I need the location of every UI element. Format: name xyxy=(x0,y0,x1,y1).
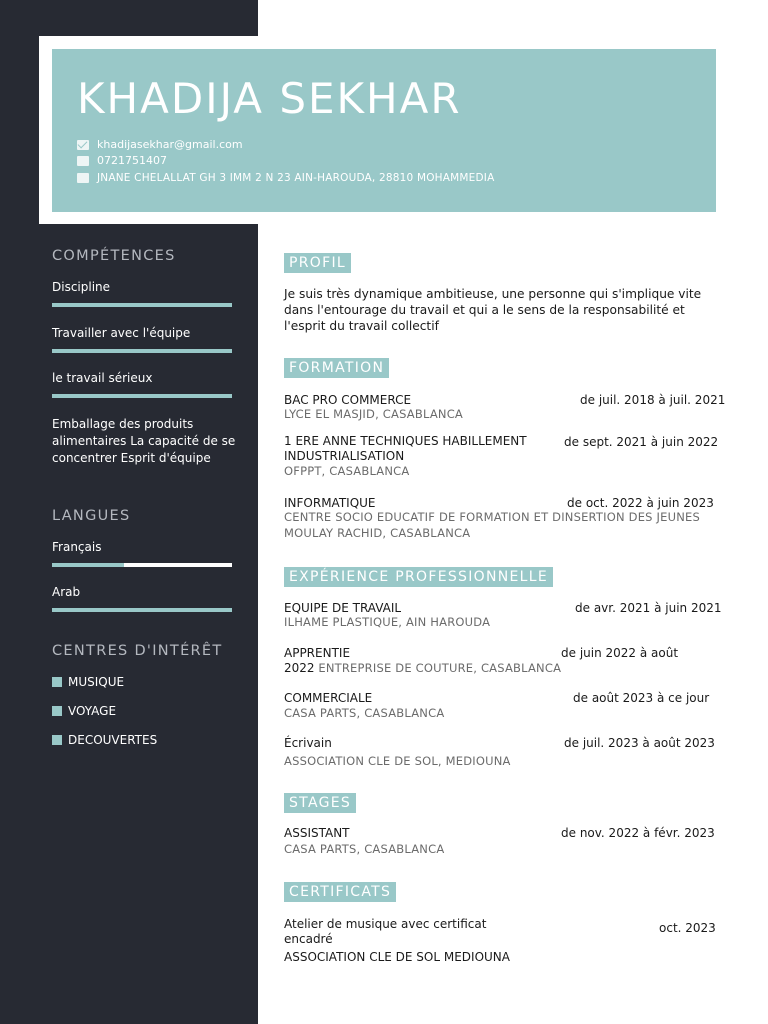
skill-item: le travail sérieux xyxy=(52,371,153,385)
experience-role: APPRENTIE xyxy=(284,646,351,660)
experience-title: EXPÉRIENCE PROFESSIONNELLE xyxy=(284,567,553,587)
internship-date: de nov. 2022 à févr. 2023 xyxy=(561,826,715,840)
experience-role: COMMERCIALE xyxy=(284,691,373,705)
internship-role: ASSISTANT xyxy=(284,826,350,840)
certificates-title: CERTIFICATS xyxy=(284,882,396,902)
language-item: Arab xyxy=(52,585,81,599)
education-title: FORMATION xyxy=(284,358,389,378)
contact-phone xyxy=(77,154,167,167)
interest-item xyxy=(52,704,116,718)
email-icon xyxy=(77,140,89,150)
education-degree: INFORMATIQUE xyxy=(284,496,376,510)
interests-title: CENTRES D'INTÉRÊT xyxy=(52,643,223,659)
experience-date: de avr. 2021 à juin 2021 xyxy=(575,601,722,615)
experience-date-tail: 2022 xyxy=(284,661,315,675)
internships-title: STAGES xyxy=(284,793,356,813)
experience-date: de juil. 2023 à août 2023 xyxy=(564,736,715,750)
experience-date: de août 2023 à ce jour xyxy=(573,691,710,705)
language-item: Français xyxy=(52,540,102,554)
interest-label: MUSIQUE xyxy=(68,675,125,689)
skills-title: COMPÉTENCES xyxy=(52,248,176,264)
address-text: JNANE CHELALLAT GH 3 IMM 2 N 23 AIN-HAROUDA, 28810 MOHAMMEDIA xyxy=(97,172,495,184)
experience-date: de juin 2022 à août xyxy=(561,646,679,660)
contact-email xyxy=(77,138,243,151)
skill-bar xyxy=(52,303,232,307)
education-school: OFPPT, CASABLANCA xyxy=(284,464,410,478)
experience-role: Écrivain xyxy=(284,736,332,750)
language-level-bar xyxy=(52,608,232,612)
profile-title: PROFIL xyxy=(284,253,351,273)
bullet-square-icon xyxy=(52,735,62,745)
certificate-date: oct. 2023 xyxy=(659,921,716,935)
bullet-square-icon xyxy=(52,706,62,716)
experience-date-tail-line xyxy=(284,661,561,676)
experience-role: EQUIPE DE TRAVAIL xyxy=(284,601,402,615)
contact-address xyxy=(77,172,494,184)
skill-item: Emballage des produits alimentaires La capacité de se concentrer Esprit d'équipe xyxy=(52,417,236,465)
interest-item xyxy=(52,675,124,689)
interest-label: DECOUVERTES xyxy=(68,733,158,747)
interest-item xyxy=(52,733,157,747)
education-date: de oct. 2022 à juin 2023 xyxy=(567,496,714,510)
education-school: LYCE EL MASJID, CASABLANCA xyxy=(284,407,463,421)
candidate-name: KHADIJA SEKHAR xyxy=(77,74,462,123)
skill-bar xyxy=(52,349,232,353)
email-text: khadijasekhar@gmail.com xyxy=(97,138,243,151)
phone-text: 0721751407 xyxy=(97,154,167,167)
interest-label: VOYAGE xyxy=(68,704,117,718)
languages-title: LANGUES xyxy=(52,508,131,524)
internship-company: CASA PARTS, CASABLANCA xyxy=(284,842,445,856)
skill-bar xyxy=(52,394,232,398)
profile-text: Je suis très dynamique ambitieuse, une personne qui s'implique vite dans l'entourage du travail et qui a le sens de la responsabilité et l'esprit du travail collectif xyxy=(284,287,702,333)
bullet-square-icon xyxy=(52,677,62,687)
experience-company: ASSOCIATION CLE DE SOL, MEDIOUNA xyxy=(284,754,511,768)
phone-icon xyxy=(77,156,89,166)
skill-item: Discipline xyxy=(52,280,111,294)
experience-company: CASA PARTS, CASABLANCA xyxy=(284,706,445,720)
education-date: de juil. 2018 à juil. 2021 xyxy=(580,393,726,407)
education-degree: 1 ERE ANNE TECHNIQUES HABILLEMENT INDUSTRIALISATION xyxy=(284,434,527,463)
education-date: de sept. 2021 à juin 2022 xyxy=(564,435,719,449)
address-icon xyxy=(77,173,89,183)
education-school: CENTRE SOCIO EDUCATIF DE FORMATION ET DINSERTION DES JEUNES MOULAY RACHID, CASABLANCA xyxy=(284,510,700,540)
experience-company: ILHAME PLASTIQUE, AIN HAROUDA xyxy=(284,615,491,629)
experience-company: ENTREPRISE DE COUTURE, CASABLANCA xyxy=(318,661,562,675)
skill-item: Travailler avec l'équipe xyxy=(52,326,191,340)
education-degree: BAC PRO COMMERCE xyxy=(284,393,412,407)
certificate-issuer: ASSOCIATION CLE DE SOL MEDIOUNA xyxy=(284,950,510,964)
certificate-name: Atelier de musique avec certificat encadré xyxy=(284,917,487,946)
language-level-bar xyxy=(52,563,232,567)
